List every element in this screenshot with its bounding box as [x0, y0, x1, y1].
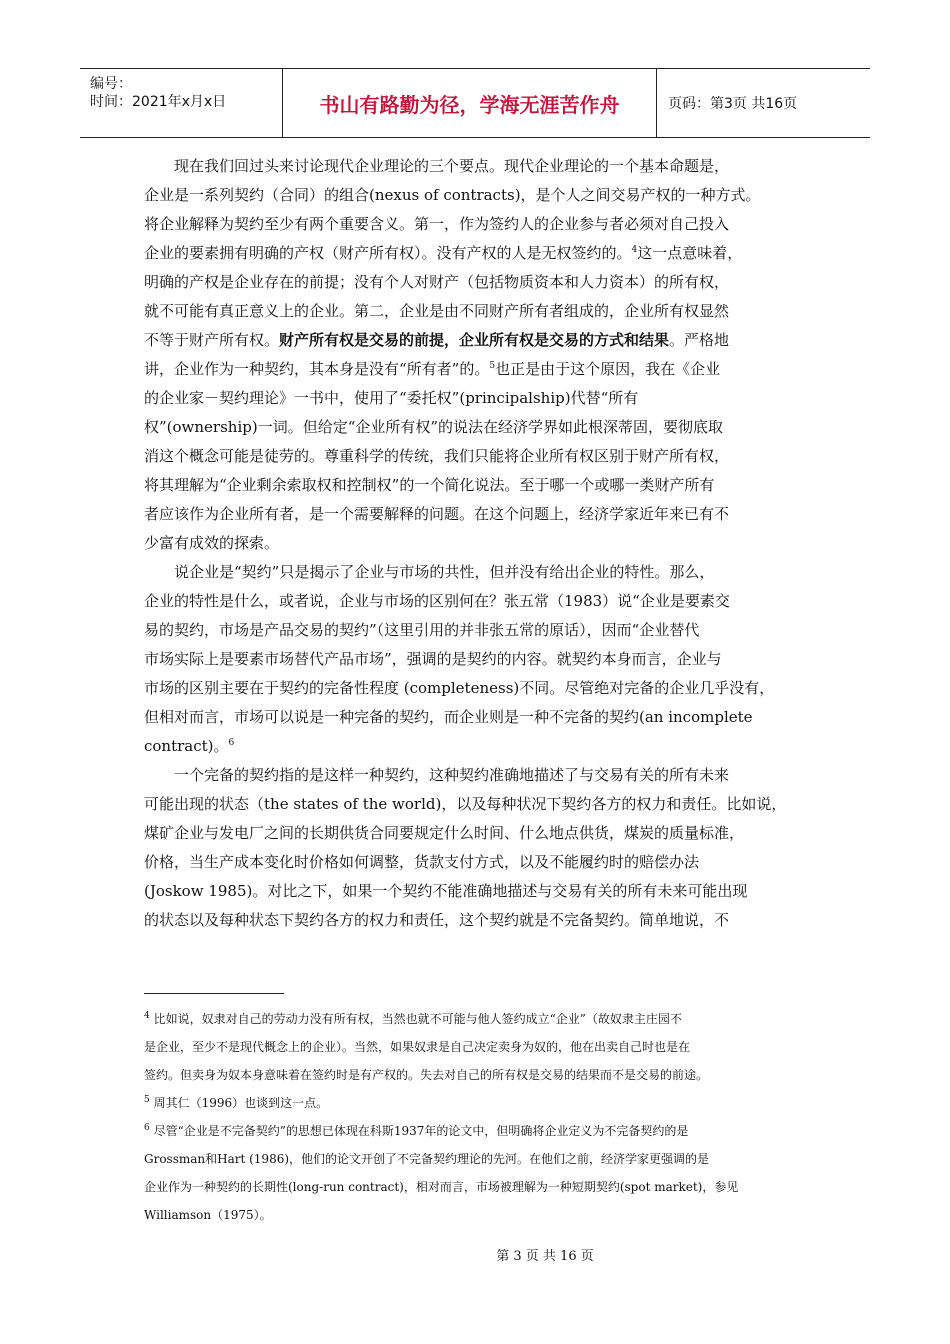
document-header [80, 68, 870, 138]
footnote-text: 企业作为一种契约的长期性(long-run contract)，相对而言，市场被理解为一种短期契约(spot market)，参见 [144, 1180, 739, 1194]
text-run: 权”(ownership)一词。但给定“企业所有权”的说法在经济学界如此根深蒂固，要彻底取 [144, 418, 724, 436]
text-line [144, 152, 816, 181]
text-line [144, 355, 816, 384]
text-run: 者应该作为企业所有者，是一个需要解释的问题。在这个问题上，经济学家近年来已有不 [144, 505, 730, 523]
footnote-line [144, 1201, 834, 1229]
text-run: 明确的产权是企业存在的前提；没有个人对财产（包括物质资本和人力资本）的所有权， [144, 273, 730, 291]
footnote-number: 5 [144, 1095, 150, 1105]
text-run: 但相对而言，市场可以说是一种完备的契约，而企业则是一种不完备的契约(an incomplete [144, 708, 753, 726]
text-line [144, 906, 816, 935]
text-line [144, 703, 816, 732]
footnote-number: 4 [144, 1011, 150, 1021]
text-run: 。严格地 [669, 331, 730, 349]
text-line [144, 268, 816, 297]
text-line [144, 239, 816, 268]
footnote-text: Williamson（1975）。 [144, 1208, 272, 1222]
text-line [144, 848, 816, 877]
text-line [144, 732, 816, 761]
text-line [144, 442, 816, 471]
text-run: 讲，企业作为一种契约，其本身是没有“所有者”的。 [144, 360, 490, 378]
footnote-line [144, 1117, 834, 1145]
text-run: 的企业家－契约理论》一书中，使用了“委托权”(principalship)代替“所有 [144, 389, 639, 407]
footnote-text: 尽管“企业是不完备契约”的思想已体现在科斯1937年的论文中，但明确将企业定义为不完备契约的是 [153, 1124, 689, 1138]
footnote-text: Grossman和Hart (1986)，他们的论文开创了不完备契约理论的先河。在他们之前，经济学家更强调的是 [144, 1152, 710, 1166]
text-line [144, 181, 816, 210]
footnote-line [144, 1033, 834, 1061]
text-run: 就不可能有真正意义上的企业。第二，企业是由不同财产所有者组成的，企业所有权显然 [144, 302, 730, 320]
header-page-label: 页码：第3页 共16页 [668, 96, 798, 112]
text-run: 也正是由于这个原因，我在《企业 [495, 360, 721, 378]
doc-code-label: 编号： [90, 76, 132, 92]
text-line [144, 761, 816, 790]
header-meta-cell [80, 69, 282, 137]
text-run: 煤矿企业与发电厂之间的长期供货合同要规定什么时间、什么地点供货，煤炭的质量标准， [144, 824, 745, 842]
text-run: 的状态以及每种状态下契约各方的权力和责任，这个契约就是不完备契约。简单地说，不 [144, 911, 730, 929]
text-line [144, 471, 816, 500]
text-line [144, 587, 816, 616]
text-line [144, 877, 816, 906]
text-run: (Joskow 1985)。对比之下，如果一个契约不能准确地描述与交易有关的所有未来可能出现 [144, 882, 748, 900]
text-run: 市场的区别主要在于契约的完备性程度 (completeness)不同。尽管绝对完备的企业几乎没有， [144, 679, 775, 697]
text-run: 企业的要素拥有明确的产权（财产所有权）。没有产权的人是无权签约的。 [144, 244, 632, 262]
text-run: 消这个概念可能是徒劳的。尊重科学的传统，我们只能将企业所有权区别于财产所有权， [144, 447, 730, 465]
text-line [144, 529, 816, 558]
bold-text: 财产所有权是交易的前提，企业所有权是交易的方式和结果 [279, 331, 670, 349]
text-run: 可能出现的状态（the states of the world)，以及每种状况下契约各方的权力和责任。比如说， [144, 795, 787, 813]
header-divider [656, 69, 657, 137]
footnote-ref: 6 [228, 738, 235, 748]
paragraph [144, 152, 816, 558]
footnote-text: 是企业，至少不是现代概念上的企业）。当然，如果奴隶是自己决定卖身为奴的，他在出卖自己时也是在 [144, 1040, 691, 1054]
text-run: 说企业是“契约”只是揭示了企业与市场的共性，但并没有给出企业的特性。那么， [174, 563, 715, 581]
footnote-line [144, 1145, 834, 1173]
paragraph [144, 761, 816, 935]
footnote-line [144, 1005, 834, 1033]
text-line [144, 210, 816, 239]
text-line [144, 819, 816, 848]
page-footer [0, 1245, 950, 1264]
footnote-text: 比如说，奴隶对自己的劳动力没有所有权，当然也就不可能与他人签约成立“企业”（故奴隶主庄园不 [153, 1012, 682, 1026]
text-line [144, 297, 816, 326]
footnote-ref: 4 [631, 245, 638, 255]
text-run: 这一点意味着， [637, 244, 743, 262]
main-text [144, 152, 816, 935]
doc-time-label: 时间：2021年x月x日 [90, 94, 227, 110]
footnote-line [144, 1061, 834, 1089]
text-run: 不等于财产所有权。 [144, 331, 280, 349]
text-run: 少富有成效的探索。 [144, 534, 280, 552]
text-run: 将企业解释为契约至少有两个重要含义。第一，作为签约人的企业参与者必须对自己投入 [144, 215, 730, 233]
text-run: 现在我们回过头来讨论现代企业理论的三个要点。现代企业理论的一个基本命题是， [174, 157, 730, 175]
footnote-text: 签约。但卖身为奴本身意味着在签约时是有产权的。失去对自己的所有权是交易的结果而不是交易的前途。 [144, 1068, 709, 1082]
text-line [144, 674, 816, 703]
text-line [144, 558, 816, 587]
text-line [144, 326, 816, 355]
text-line [144, 413, 816, 442]
footnote-line [144, 1089, 834, 1117]
text-run: contract)。 [144, 737, 229, 755]
header-motto: 书山有路勤为径，学海无涯苦作舟 [319, 92, 620, 117]
text-run: 易的契约，市场是产品交易的契约”（这里引用的并非张五常的原话），因而“企业替代 [144, 621, 700, 639]
text-line [144, 384, 816, 413]
text-line [144, 790, 816, 819]
text-run: 价格，当生产成本变化时价格如何调整，货款支付方式，以及不能履约时的赔偿办法 [144, 853, 700, 871]
footnote-separator [144, 993, 284, 994]
footnotes [144, 1005, 834, 1229]
text-line [144, 645, 816, 674]
footnote-line [144, 1173, 834, 1201]
text-line [144, 500, 816, 529]
paragraph [144, 558, 816, 761]
footnote-number: 6 [144, 1123, 150, 1133]
footnote-ref: 5 [489, 361, 496, 371]
footnote-text: 周其仁（1996）也谈到这一点。 [153, 1096, 329, 1110]
text-line [144, 616, 816, 645]
text-run: 一个完备的契约指的是这样一种契约，这种契约准确地描述了与交易有关的所有未来 [174, 766, 730, 784]
text-run: 市场实际上是要素市场替代产品市场”，强调的是契约的内容。就契约本身而言，企业与 [144, 650, 722, 668]
text-run: 企业是一系列契约（合同）的组合(nexus of contracts)，是个人之间交易产权的一种方式。 [144, 186, 761, 204]
text-run: 企业的特性是什么，或者说，企业与市场的区别何在？张五常（1983）说“企业是要素交 [144, 592, 730, 610]
text-run: 将其理解为“企业剩余索取权和控制权”的一个简化说法。至于哪一个或哪一类财产所有 [144, 476, 715, 494]
footer-page-number: 第 3 页 共 16 页 [496, 1249, 594, 1264]
